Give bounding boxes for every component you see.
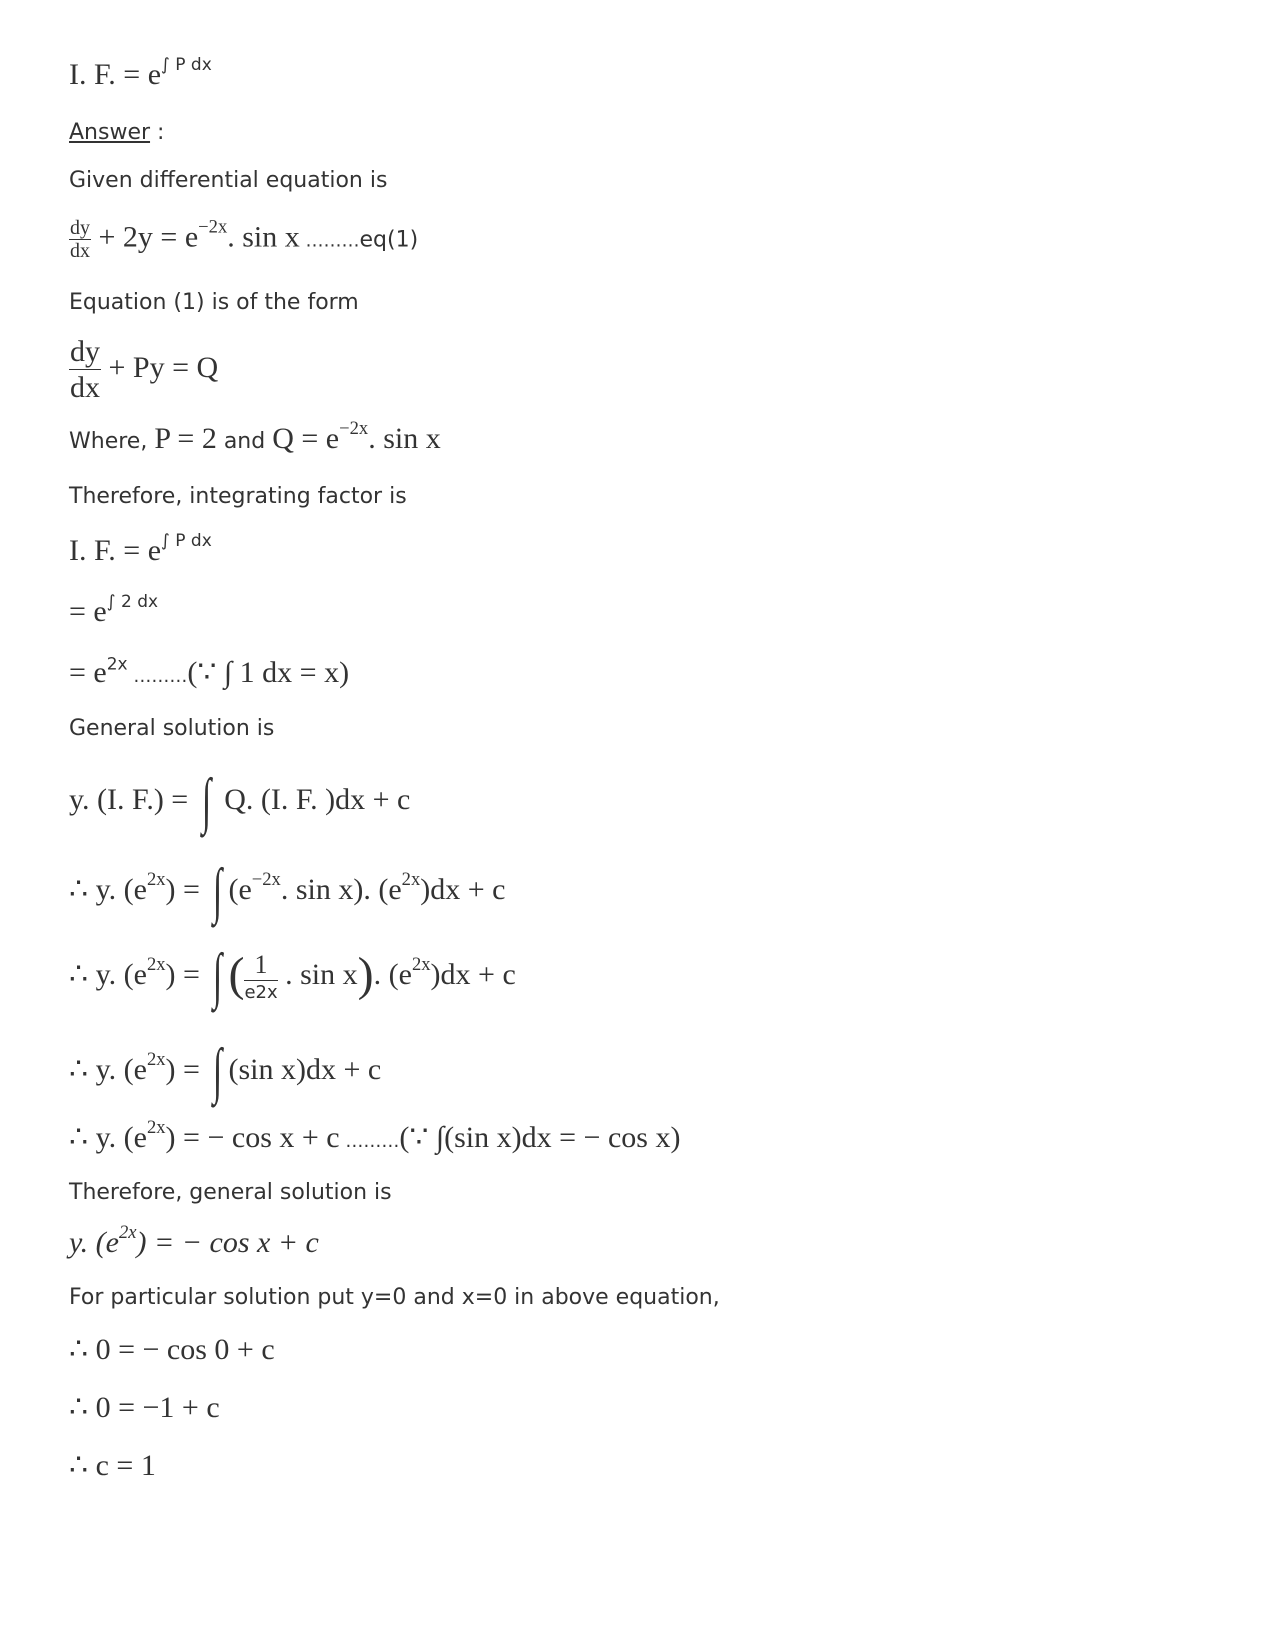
eq1-dots: ……… bbox=[299, 230, 360, 252]
gs4-rhs: (sin x)dx + c bbox=[228, 1053, 382, 1086]
final-general-solution bbox=[69, 1222, 319, 1260]
gs2-rhs-tail: )dx + c bbox=[420, 873, 506, 906]
gs3-lhs-exponent: 2x bbox=[146, 954, 166, 976]
solution-step-3 bbox=[69, 1037, 382, 1105]
gs4-lhs: ∴ y. (e bbox=[69, 1053, 147, 1086]
solution-step-1 bbox=[69, 857, 506, 925]
gs2-lhs-close: ) = bbox=[165, 873, 208, 906]
eq1-tail: . sin x bbox=[227, 220, 300, 254]
final-lhs: y. (e bbox=[69, 1226, 119, 1259]
equation-1 bbox=[69, 218, 418, 261]
gs2-lhs: ∴ y. (e bbox=[69, 873, 147, 906]
fraction-denominator: dx bbox=[70, 240, 90, 262]
gs5-note: (∵ ∫(sin x)dx = − cos x) bbox=[399, 1121, 681, 1154]
where-q bbox=[272, 418, 441, 455]
therefore-if-text: Therefore, integrating factor is bbox=[69, 484, 407, 509]
fraction-numerator: 1 bbox=[244, 952, 277, 981]
answer-heading bbox=[69, 120, 164, 145]
where-q-exponent: −2x bbox=[339, 418, 369, 440]
one-over-e2x-fraction bbox=[244, 952, 277, 1002]
gs2-lhs-exponent: 2x bbox=[146, 869, 166, 891]
gs5-lhs-exponent: 2x bbox=[146, 1117, 166, 1139]
particular-step-3: ∴ c = 1 bbox=[69, 1449, 156, 1482]
if-line-1 bbox=[69, 531, 212, 568]
where-and: and bbox=[216, 429, 273, 454]
gs4-lhs-exponent: 2x bbox=[146, 1049, 166, 1071]
standard-form-equation bbox=[69, 337, 218, 403]
if1-exponent: ∫ P dx bbox=[161, 531, 212, 551]
if-line-3 bbox=[69, 655, 349, 690]
eq1-label: eq(1) bbox=[359, 227, 419, 253]
fraction-denominator: dx bbox=[70, 371, 100, 404]
if-header-exponent: ∫ P dx bbox=[161, 55, 212, 75]
integral-sign: ∫ bbox=[213, 857, 223, 925]
if3-exponent: 2x bbox=[106, 654, 128, 675]
gs2-rhs: (e bbox=[228, 873, 252, 906]
general-solution-text: General solution is bbox=[69, 716, 275, 741]
gs3-tail-a: . (e bbox=[373, 958, 412, 991]
gs5-dots: ……… bbox=[339, 1131, 400, 1152]
if3-note: (∵ ∫ 1 dx = x) bbox=[187, 656, 350, 689]
gs3-tail-exponent: 2x bbox=[411, 954, 431, 976]
where-p: P = 2 bbox=[154, 422, 217, 455]
gs3-lhs-close: ) = bbox=[165, 958, 208, 991]
if1-base: I. F. = e bbox=[69, 534, 162, 567]
answer-label: Answer bbox=[69, 120, 151, 145]
general-solution-formula bbox=[69, 767, 411, 835]
particular-step-2: ∴ 0 = −1 + c bbox=[69, 1391, 220, 1424]
where-line bbox=[69, 418, 441, 456]
if2-exponent: ∫ 2 dx bbox=[106, 592, 159, 612]
standard-form-rest: + Py = Q bbox=[101, 350, 219, 384]
big-open-paren: ( bbox=[228, 948, 245, 1001]
gs3-mid: . sin x bbox=[277, 958, 358, 991]
if-header-base: I. F. = e bbox=[69, 58, 162, 91]
integral-sign: ∫ bbox=[213, 1037, 223, 1105]
gs1-rhs: Q. (I. F. )dx + c bbox=[216, 783, 411, 816]
where-q-base: Q = e bbox=[272, 422, 340, 455]
den-exponent: 2x bbox=[255, 982, 278, 1004]
integral-sign: ∫ bbox=[213, 942, 223, 1010]
eq1-rest: + 2y = e bbox=[91, 220, 199, 254]
therefore-gs-text: Therefore, general solution is bbox=[69, 1180, 392, 1205]
final-exponent: 2x bbox=[118, 1222, 137, 1244]
given-text: Given differential equation is bbox=[69, 168, 388, 193]
gs2-rhs-mid: . sin x). (e bbox=[280, 873, 402, 906]
integral-sign: ∫ bbox=[201, 767, 211, 835]
gs3-tail-b: )dx + c bbox=[430, 958, 516, 991]
if3-base: = e bbox=[69, 656, 107, 689]
dy-dx-fraction bbox=[69, 337, 101, 403]
fraction-denominator bbox=[244, 981, 277, 1002]
big-close-paren: ) bbox=[357, 948, 374, 1001]
fraction-numerator: dy bbox=[70, 335, 100, 368]
solution-step-2 bbox=[69, 942, 516, 1010]
gs4-lhs-close: ) = bbox=[165, 1053, 208, 1086]
particular-step-1: ∴ 0 = − cos 0 + c bbox=[69, 1333, 275, 1366]
gs5-rhs: ) = − cos x + c bbox=[165, 1121, 340, 1154]
gs2-rhs-exponent-2: 2x bbox=[401, 869, 421, 891]
if-line-2 bbox=[69, 592, 159, 629]
if-formula-header bbox=[69, 55, 212, 92]
gs1-lhs: y. (I. F.) = bbox=[69, 783, 196, 816]
gs3-lhs: ∴ y. (e bbox=[69, 958, 147, 991]
fraction-numerator: dy bbox=[70, 217, 90, 239]
particular-text: For particular solution put y=0 and x=0 in above equation, bbox=[69, 1285, 720, 1310]
gs2-rhs-exponent: −2x bbox=[251, 869, 281, 891]
den-base: e bbox=[244, 982, 256, 1004]
gs5-lhs: ∴ y. (e bbox=[69, 1121, 147, 1154]
where-label: Where, bbox=[69, 429, 155, 454]
answer-colon: : bbox=[150, 120, 165, 145]
if3-dots: ……… bbox=[127, 666, 188, 687]
eq1-exponent: −2x bbox=[198, 216, 228, 238]
form-text: Equation (1) is of the form bbox=[69, 290, 359, 315]
dy-dx-fraction-small bbox=[69, 218, 91, 261]
if2-base: = e bbox=[69, 595, 107, 628]
where-q-tail: . sin x bbox=[368, 422, 441, 455]
solution-step-4 bbox=[69, 1117, 681, 1155]
final-rhs: ) = − cos x + c bbox=[136, 1226, 319, 1259]
